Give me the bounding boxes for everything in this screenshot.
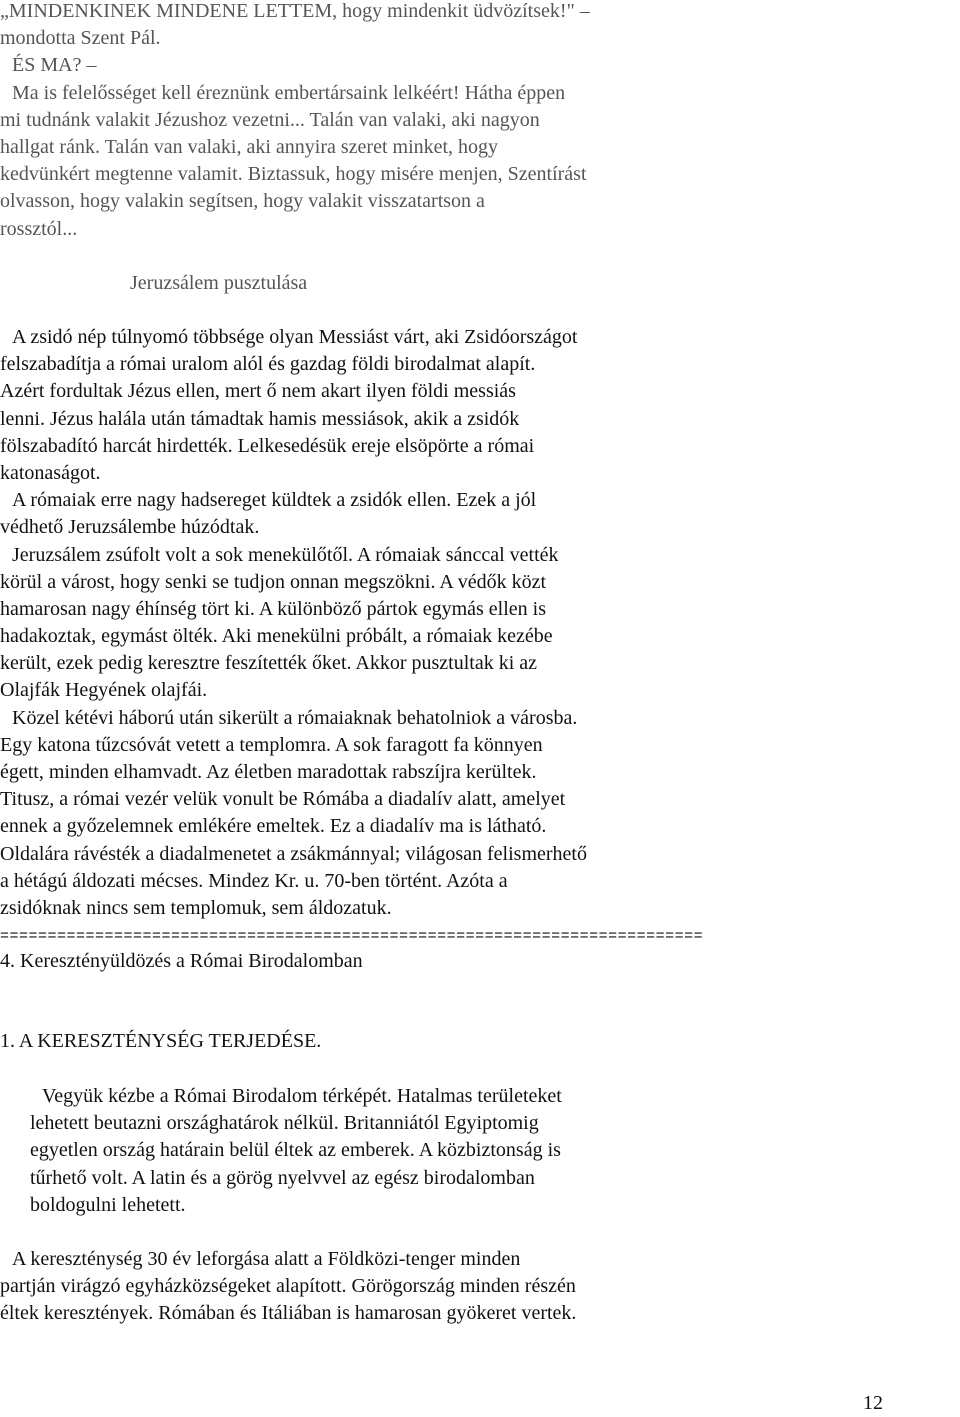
text-line: Egy katona tűzcsóvát vetett a templomra. A sok faragott fa könnyen bbox=[0, 733, 543, 756]
text-line: partján virágzó egyházközségeket alapított. Görögország minden részén bbox=[0, 1275, 576, 1298]
intro-paragraph bbox=[0, 0, 590, 243]
subchapter-title: 1. A KERESZTÉNYSÉG TERJEDÉSE. bbox=[0, 1030, 322, 1052]
text-line: lehetett beutazni országhatárok nélkül. Britanniától Egyiptomig bbox=[30, 1112, 539, 1135]
text-line: égett, minden elhamvadt. Az életben maradottak rabszíjra kerültek. bbox=[0, 761, 537, 783]
text-line: felszabadítja a római uralom alól és gazdag földi birodalmat alapít. bbox=[0, 353, 536, 376]
text-line: lenni. Jézus halála után támadtak hamis messiások, akik a zsidók bbox=[0, 407, 520, 430]
paragraph-1 bbox=[30, 1083, 562, 1219]
text-line: egyetlen ország határain belül éltek az emberek. A közbiztonság is bbox=[30, 1139, 561, 1162]
text-line: hadakoztak, egymást ölték. Aki menekülni próbált, a rómaiak kezébe bbox=[0, 625, 553, 648]
text-line: A rómaiak erre nagy hadsereget küldtek a zsidók ellen. Ezek a jól bbox=[12, 489, 537, 512]
chapter-title: 4. Keresztényüldözés a Római Birodalomban bbox=[0, 950, 363, 972]
section-title: Jeruzsálem pusztulása bbox=[130, 272, 308, 294]
text-line: Jeruzsálem zsúfolt volt a sok menekülőtől. A rómaiak sánccal vették bbox=[12, 543, 559, 566]
text-line: zsidóknak nincs sem templomuk, sem áldozatuk. bbox=[0, 896, 392, 919]
text-line: tűrhető volt. A latin és a görög nyelvvel az egész birodalomban bbox=[30, 1166, 535, 1189]
paragraph-2 bbox=[0, 1246, 576, 1328]
text-line: Azért fordultak Jézus ellen, mert ő nem akart ilyen földi messiás bbox=[0, 380, 516, 403]
text-line: ÉS MA? – bbox=[12, 54, 97, 77]
text-line: hallgat ránk. Talán van valaki, aki annyira szeret minket, hogy bbox=[0, 135, 499, 158]
text-line: Titusz, a római vezér velük vonult be Rómába a diadalív alatt, amelyet bbox=[0, 788, 566, 811]
text-line: védhető Jeruzsálembe húzódtak. bbox=[0, 516, 260, 539]
text-line: Vegyük kézbe a Római Birodalom térképét. Hatalmas területeket bbox=[42, 1085, 562, 1107]
text-line: rossztól... bbox=[0, 217, 78, 240]
text-line: mondotta Szent Pál. bbox=[0, 27, 161, 50]
text-line: Közel kétévi háború után sikerült a rómaiaknak behatolniok a városba. bbox=[12, 706, 578, 729]
text-line: katonaságot. bbox=[0, 461, 101, 484]
page-number: 12 bbox=[863, 1392, 883, 1414]
text-line: „MINDENKINEK MINDENE LETTEM, hogy mindenkit üdvözítsek!" – bbox=[0, 0, 590, 22]
text-line: A zsidó nép túlnyomó többsége olyan Messiást várt, aki Zsidóországot bbox=[12, 326, 578, 348]
text-line: mi tudnánk valakit Jézushoz vezetni... Talán van valaki, aki nagyon bbox=[0, 108, 540, 131]
text-line: Oldalára rávésték a diadalmenetet a zsákmánnyal; világosan felismerhető bbox=[0, 842, 587, 865]
text-line: ennek a győzelemnek emlékére emeltek. Ez a diadalív ma is látható. bbox=[0, 815, 547, 838]
text-line: a hétágú áldozati mécses. Mindez Kr. u. 70-ben történt. Azóta a bbox=[0, 869, 508, 892]
text-line: hamarosan nagy éhínség tört ki. A különböző pártok egymás ellen is bbox=[0, 597, 546, 620]
text-line: kedvünkért megtenne valamit. Biztassuk, hogy misére menjen, Szentírást bbox=[0, 163, 587, 186]
text-line: fölszabadító harcát hirdették. Lelkesedésük ereje elsöpörte a római bbox=[0, 434, 535, 457]
body-paragraph bbox=[0, 324, 587, 922]
text-line: körül a várost, hogy senki se tudjon onnan megszökni. A védők közt bbox=[0, 570, 547, 593]
text-line: Olajfák Hegyének olajfái. bbox=[0, 679, 208, 702]
text-line: olvasson, hogy valakin segítsen, hogy valakit visszatartson a bbox=[0, 190, 485, 213]
text-line: boldogulni lehetett. bbox=[30, 1193, 186, 1216]
text-line: Ma is felelősséget kell éreznünk embertársaink lelkéért! Hátha éppen bbox=[12, 81, 566, 104]
text-line: éltek keresztények. Rómában és Itáliában is hamarosan gyökeret vertek. bbox=[0, 1302, 577, 1325]
separator-line: ========================================================================== bbox=[0, 928, 704, 945]
text-line: A kereszténység 30 év leforgása alatt a Földközi-tenger minden bbox=[12, 1248, 521, 1270]
text-line: került, ezek pedig keresztre feszítették őket. Akkor pusztultak ki az bbox=[0, 652, 538, 675]
